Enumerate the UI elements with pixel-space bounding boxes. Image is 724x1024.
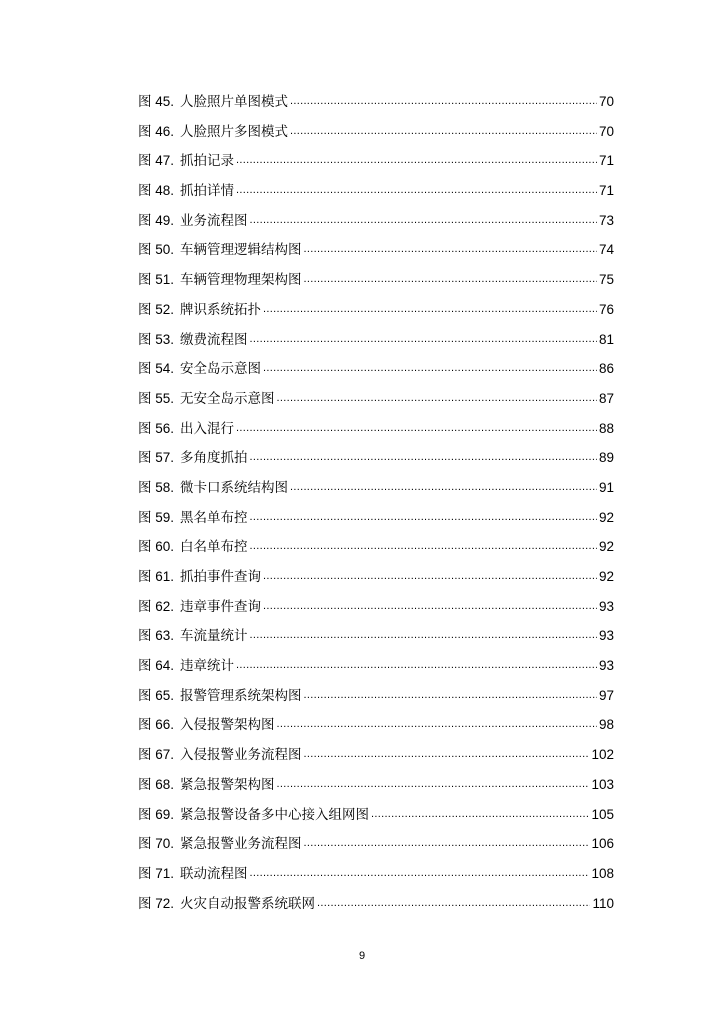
toc-entry-label: [138, 211, 248, 231]
toc-entry[interactable]: [138, 181, 614, 211]
toc-entry-label: [138, 330, 248, 350]
toc-dot-leader: [317, 892, 590, 913]
toc-entry-number: 图 53.: [138, 331, 175, 347]
toc-entry-title: 无安全岛示意图: [180, 390, 275, 406]
toc-entry-title: 多角度抓拍: [180, 450, 248, 466]
toc-entry-page: 105: [591, 806, 614, 822]
toc-dot-leader: [304, 832, 590, 853]
toc-entry-number: 图 63.: [138, 628, 175, 644]
toc-entry-number: 图 67.: [138, 747, 175, 763]
toc-entry-title: 微卡口系统结构图: [180, 479, 289, 495]
toc-entry-page: 71: [598, 183, 614, 199]
toc-entry-title: 出入混行: [180, 420, 235, 436]
toc-entry[interactable]: [138, 775, 614, 805]
toc-entry[interactable]: [138, 834, 614, 864]
toc-entry-page: 106: [591, 836, 614, 852]
toc-entry-page: 70: [598, 94, 614, 109]
toc-entry[interactable]: [138, 122, 614, 152]
toc-dot-leader: [236, 179, 597, 200]
toc-dot-leader: [236, 654, 597, 675]
toc-entry-title: 紧急报警架构图: [180, 776, 275, 792]
toc-entry-number: 图 48.: [138, 183, 175, 199]
toc-entry-number: 图 72.: [138, 895, 175, 911]
toc-entry-page: 81: [598, 331, 614, 347]
toc-entry-title: 抓拍记录: [180, 153, 235, 169]
toc-entry[interactable]: [138, 894, 614, 924]
toc-dot-leader: [371, 803, 589, 824]
toc-entry-label: [138, 508, 248, 528]
toc-dot-leader: [263, 595, 597, 616]
toc-entry-label: [138, 359, 261, 379]
toc-entry[interactable]: [138, 478, 614, 508]
toc-entry-label: [138, 715, 275, 735]
toc-entry-label: [138, 805, 369, 825]
toc-entry-label: [138, 775, 275, 795]
toc-entry-page: 110: [592, 895, 614, 911]
toc-dot-leader: [290, 120, 597, 141]
toc-dot-leader: [250, 209, 597, 230]
toc-entry-title: 入侵报警架构图: [180, 717, 275, 733]
toc-dot-leader: [277, 713, 597, 734]
toc-entry[interactable]: [138, 508, 614, 538]
toc-entry-label: [138, 745, 302, 765]
toc-entry-page: 86: [598, 361, 614, 377]
toc-entry-label: [138, 864, 248, 884]
toc-entry[interactable]: [138, 359, 614, 389]
toc-entry-title: 车辆管理逻辑结构图: [180, 242, 302, 258]
toc-entry-title: 黑名单布控: [180, 509, 248, 525]
toc-entry-title: 紧急报警设备多中心接入组网图: [180, 806, 370, 822]
toc-entry[interactable]: [138, 151, 614, 181]
table-of-figures: [138, 92, 614, 923]
toc-entry[interactable]: [138, 864, 614, 894]
toc-dot-leader: [263, 298, 597, 319]
toc-entry-label: [138, 834, 302, 854]
toc-entry-number: 图 65.: [138, 687, 175, 703]
toc-entry-label: [138, 270, 302, 290]
toc-entry-label: [138, 597, 261, 617]
toc-entry[interactable]: [138, 389, 614, 419]
toc-entry-label: [138, 478, 288, 498]
toc-entry-page: 92: [598, 509, 614, 525]
toc-entry-number: 图 52.: [138, 301, 175, 317]
toc-entry-title: 业务流程图: [180, 212, 248, 228]
toc-dot-leader: [304, 238, 597, 259]
toc-entry-title: 缴费流程图: [180, 331, 248, 347]
toc-dot-leader: [236, 149, 597, 170]
toc-entry-page: 102: [591, 747, 614, 763]
toc-entry[interactable]: [138, 211, 614, 241]
toc-entry-title: 抓拍详情: [180, 183, 235, 199]
toc-entry-page: 89: [598, 450, 614, 466]
toc-entry-title: 紧急报警业务流程图: [180, 836, 302, 852]
toc-dot-leader: [250, 862, 590, 883]
toc-entry-page: 93: [598, 598, 614, 614]
toc-entry-page: 92: [598, 539, 614, 555]
toc-entry-page: 88: [598, 420, 614, 436]
toc-dot-leader: [304, 743, 590, 764]
toc-entry-page: 91: [598, 479, 614, 495]
toc-entry[interactable]: [138, 330, 614, 360]
toc-entry[interactable]: [138, 419, 614, 449]
toc-entry-label: [138, 300, 261, 320]
toc-entry-label: [138, 567, 261, 587]
toc-entry[interactable]: [138, 597, 614, 627]
toc-entry-page: 76: [598, 301, 614, 317]
toc-entry-number: 图 71.: [138, 865, 175, 881]
toc-entry-title: 抓拍事件查询: [180, 569, 262, 584]
toc-entry-number: 图 62.: [138, 598, 175, 614]
toc-entry-number: 图 56.: [138, 420, 175, 436]
toc-entry-label: [138, 151, 234, 171]
toc-entry-page: 93: [598, 658, 614, 674]
toc-dot-leader: [277, 387, 597, 408]
toc-entry-page: 74: [598, 242, 614, 258]
toc-entry[interactable]: [138, 448, 614, 478]
toc-entry-title: 人脸照片单图模式: [180, 94, 289, 109]
toc-entry-number: 图 47.: [138, 153, 175, 169]
toc-entry-page: 98: [598, 717, 614, 733]
toc-entry-title: 联动流程图: [180, 865, 248, 881]
toc-dot-leader: [250, 328, 597, 349]
toc-entry-label: [138, 240, 302, 260]
toc-entry[interactable]: [138, 92, 614, 122]
toc-dot-leader: [277, 773, 590, 794]
toc-dot-leader: [304, 684, 597, 705]
toc-entry[interactable]: [138, 626, 614, 656]
toc-entry-title: 白名单布控: [180, 539, 248, 555]
toc-dot-leader: [250, 446, 597, 467]
toc-entry-label: [138, 122, 288, 142]
toc-dot-leader: [250, 624, 597, 645]
toc-dot-leader: [263, 357, 597, 378]
toc-entry-number: 图 51.: [138, 272, 175, 288]
toc-entry[interactable]: [138, 686, 614, 716]
toc-entry-number: 图 54.: [138, 361, 175, 377]
toc-dot-leader: [250, 506, 597, 527]
toc-dot-leader: [290, 90, 597, 111]
toc-entry[interactable]: [138, 537, 614, 567]
toc-entry[interactable]: [138, 567, 614, 597]
toc-entry-page: 108: [591, 865, 614, 881]
page-number: 9: [358, 950, 366, 962]
toc-entry-label: [138, 894, 315, 914]
toc-entry[interactable]: [138, 300, 614, 330]
toc-entry-title: 火灾自动报警系统联网: [180, 895, 316, 911]
toc-entry[interactable]: [138, 805, 614, 835]
toc-entry-number: 图 59.: [138, 509, 175, 525]
toc-entry-label: [138, 686, 302, 706]
toc-entry-title: 安全岛示意图: [180, 361, 262, 377]
toc-entry-title: 违章事件查询: [180, 598, 262, 614]
toc-entry-title: 入侵报警业务流程图: [180, 747, 302, 763]
toc-entry-page: 92: [598, 569, 614, 584]
toc-entry-number: 图 60.: [138, 539, 175, 555]
toc-entry-number: 图 66.: [138, 717, 175, 733]
toc-entry-number: 图 50.: [138, 242, 175, 258]
toc-entry[interactable]: [138, 270, 614, 300]
toc-entry[interactable]: [138, 240, 614, 270]
toc-entry-page: 73: [598, 212, 614, 228]
toc-entry-title: 牌识系统拓扑: [180, 301, 262, 317]
toc-dot-leader: [236, 417, 597, 438]
toc-entry-label: [138, 419, 234, 439]
toc-entry-page: 103: [591, 776, 614, 792]
toc-entry-title: 报警管理系统架构图: [180, 687, 302, 703]
toc-entry-number: 图 70.: [138, 836, 175, 852]
toc-entry-number: 图 46.: [138, 123, 175, 139]
toc-entry-number: 图 45.: [138, 94, 175, 109]
toc-entry-label: [138, 389, 275, 409]
toc-entry-number: 图 58.: [138, 479, 175, 495]
toc-entry-page: 87: [598, 390, 614, 406]
toc-entry[interactable]: [138, 745, 614, 775]
toc-dot-leader: [290, 476, 597, 497]
toc-entry-page: 71: [598, 153, 614, 169]
toc-entry-page: 75: [598, 272, 614, 288]
toc-entry[interactable]: [138, 656, 614, 686]
toc-entry-number: 图 57.: [138, 450, 175, 466]
toc-entry-label: [138, 656, 234, 676]
toc-entry-number: 图 68.: [138, 776, 175, 792]
toc-entry[interactable]: [138, 715, 614, 745]
toc-dot-leader: [304, 268, 597, 289]
toc-entry-label: [138, 181, 234, 201]
toc-entry-title: 违章统计: [180, 658, 235, 674]
toc-entry-label: [138, 92, 288, 112]
toc-entry-page: 97: [598, 687, 614, 703]
toc-entry-number: 图 49.: [138, 212, 175, 228]
toc-entry-label: [138, 626, 248, 646]
toc-entry-title: 人脸照片多图模式: [180, 123, 289, 139]
toc-entry-number: 图 55.: [138, 390, 175, 406]
toc-entry-number: 图 69.: [138, 806, 175, 822]
toc-entry-page: 93: [598, 628, 614, 644]
toc-entry-label: [138, 537, 248, 557]
toc-dot-leader: [263, 565, 597, 586]
toc-entry-number: 图 64.: [138, 658, 175, 674]
toc-entry-page: 70: [598, 123, 614, 139]
toc-entry-title: 车流量统计: [180, 628, 248, 644]
toc-entry-title: 车辆管理物理架构图: [180, 272, 302, 288]
toc-entry-number: 图 61.: [138, 569, 175, 584]
toc-dot-leader: [250, 535, 597, 556]
toc-entry-label: [138, 448, 248, 468]
